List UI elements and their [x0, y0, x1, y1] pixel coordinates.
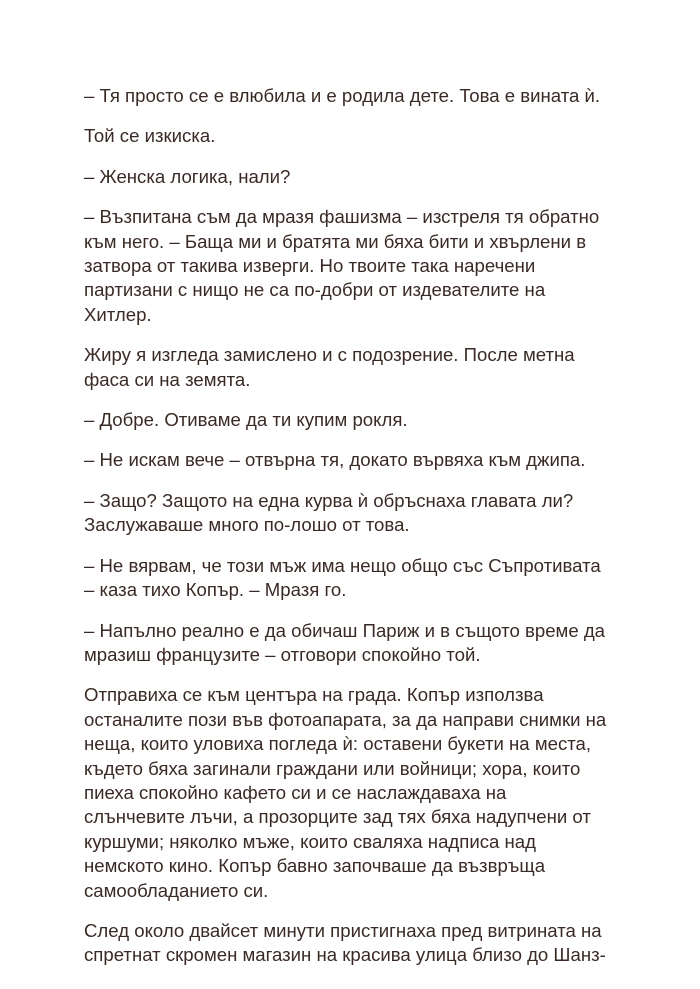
paragraph [84, 84, 674, 108]
paragraph [84, 343, 674, 392]
text-line: към него. – Баща ми и братята ми бяха бити и хвърлени в [84, 230, 587, 252]
text-line: затвора от такива изверги. Но твоите така наречени [84, 255, 536, 277]
paragraph [84, 554, 674, 603]
text-line: Жиру я изгледа замислено и с подозрение. После метна [84, 344, 575, 366]
text-line: – Добре. Отиваме да ти купим рокля. [84, 409, 408, 431]
paragraph [84, 619, 674, 668]
paragraph [84, 205, 674, 327]
text-line: След около двайсет минути пристигнаха пред витрината на [84, 919, 602, 941]
paragraph [84, 124, 674, 148]
text-line: – Не искам вече – отвърна тя, докато вървяха към джипа. [84, 449, 586, 471]
text-line: немското кино. Копър бавно започваше да възвръща [84, 855, 546, 877]
text-line: пиеха спокойно кафето си и се наслаждаваха на [84, 781, 507, 803]
text-line: – каза тихо Копър. – Мразя го. [84, 579, 347, 601]
text-line: мразиш французите – отговори спокойно той. [84, 643, 481, 665]
paragraph [84, 408, 674, 432]
text-line: Заслужаваше много по-лошо от това. [84, 514, 410, 536]
paragraph [84, 165, 674, 189]
text-line: Той се изкиска. [84, 125, 216, 147]
text-line: – Женска логика, нали? [84, 165, 291, 187]
paragraph [84, 683, 674, 903]
paragraph [84, 919, 674, 968]
text-line: – Защо? Защото на една курва ѝ обръснаха главата ли? [84, 489, 574, 511]
text-line: самообладанието си. [84, 879, 269, 901]
text-line: – Напълно реално е да обичаш Париж и в същото време да [84, 619, 606, 641]
text-line: останалите пози във фотоапарата, за да направи снимки на [84, 708, 607, 730]
text-line: Отправиха се към центъра на града. Копър използва [84, 684, 544, 706]
text-line: – Тя просто се е влюбила и е родила дете. Това е вината ѝ. [84, 85, 601, 106]
text-line: куршуми; няколко мъже, които сваляха надписа над [84, 830, 536, 852]
text-line: Хитлер. [84, 303, 152, 325]
text-line: фаса си на земята. [84, 368, 251, 390]
paragraph [84, 448, 674, 472]
text-line: спретнат скромен магазин на красива улица близо до Шанз- [84, 944, 606, 966]
book-page-text [84, 84, 674, 984]
paragraph [84, 489, 674, 538]
text-line: където бяха загинали граждани или войници; хора, които [84, 757, 581, 779]
text-line: партизани с нищо не са по-добри от издевателите на [84, 279, 546, 301]
text-line: слънчевите лъчи, а прозорците зад тях бяха надупчени от [84, 806, 591, 828]
text-line: неща, които уловиха погледа ѝ: оставени букети на места, [84, 733, 592, 755]
text-line: – Възпитана съм да мразя фашизма – изстреля тя обратно [84, 206, 600, 228]
text-line: – Не вярвам, че този мъж има нещо общо със Съпротивата [84, 554, 601, 576]
